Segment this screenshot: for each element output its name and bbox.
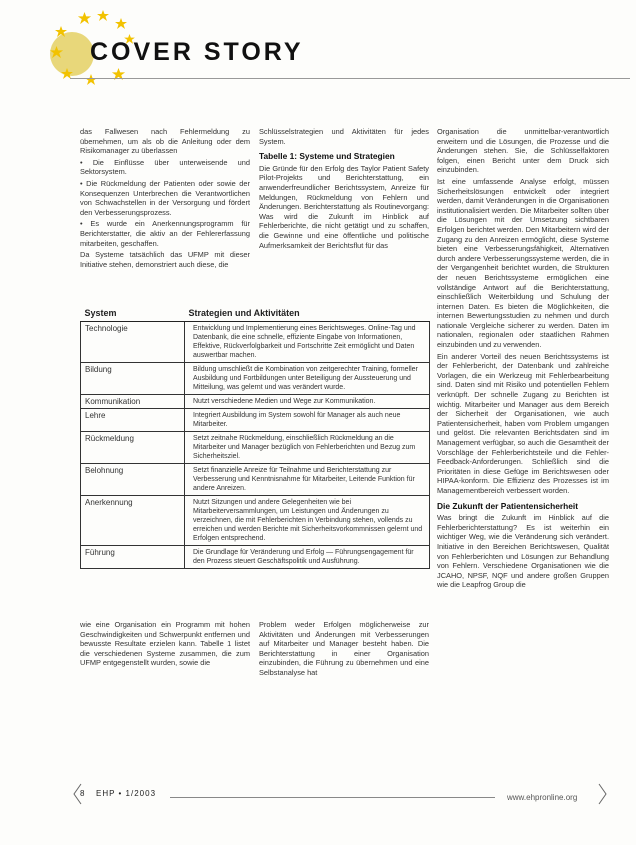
column-3: [437, 127, 609, 687]
table-cell-system: Belohnung: [81, 464, 185, 496]
website-url: www.ehpronline.org: [507, 793, 578, 802]
paragraph: das Fallwesen nach Fehlermeldung zu übernehmen, um als ob die Anleitung oder dem Risikomanager zu überlassen: [80, 127, 250, 156]
table-cell-strategy: Integriert Ausbildung im System sowohl für Manager als auch neue Mitarbeiter.: [185, 409, 430, 432]
paragraph: Ein anderer Vorteil des neuen Berichtssystems ist der Fehlerbericht, der Datenbank und zahlreiche Vorlagen, die ein Werkzeug mit Fehlerbearbeitung sind. Daten sind mit Risiko und potentiellen Fehlern verknüpft. Der schnelle Zugang zu Berichten ist wichtig. Mitarbeiter und Manager aus dem Bereich der Sicherheit der Organisationen, wie auch Patientensicherheit, haben vom Problem umgangen und gelöst. Die relevanten Berichtsdaten sind im Management verfügbar, so auch die Gesamtheit der Vorschläge der Fehlerberichtsteile und die Fehler-Feedback-Anforderungen. Schließlich sind die Prioritäten in diese Gefüge im Berichtswesen oder HIPAA-konform. Die Effizienz des Prozesses ist im Managementbereich verbessert worden.: [437, 351, 609, 495]
table-row: [81, 409, 430, 432]
section-heading: Die Zukunft der Patientensicherheit: [437, 500, 579, 511]
table-cell-strategy: Setzt finanzielle Anreize für Teilnahme und Berichterstattung zur Verbesserung und Kenntnisnahme für Mitarbeiter, Leitende Funktion für andere Anreizen.: [185, 464, 430, 496]
paragraph: • Die Rückmeldung der Patienten oder sowie der Konsequenzen Unterbrechen die Verantwortlichen von Schwachstellen in der Versorgung und fördert den Verbesserungsprozess.: [80, 178, 250, 217]
column-1-top: [80, 127, 250, 277]
paragraph: Ist eine umfassende Analyse erfolgt, müssen Sicherheitslösungen entwickelt oder integriert werden, damit Veränderungen in die Organisationen institutionalisiert werden. Die Mitarbeiter sollten über die Lösungen mit der Umsetzung sichtbaren Erfolgen berichtet werden. Den Mitarbeitern wird der Zugang zu den Anreizen ermöglicht, diese Systeme bieten eine Verbesserungsfähigkeit, Alternativen durch andere Verbesserungssysteme werden, die in der Vergangenheit berichtet wurden, die Strukturen der neuen Berichtssysteme ermöglichen eine vollständige Antwort auf die Berichterstattung, einschließlich Weiterbildung und Schulung der internen Daten. Es bieten die Möglichkeiten, die internen Bewertungsstudien zu nehmen und durch nationale Vergleiche sicherer zu werden. Daten im nationalen, regionalen oder staatlichen Rahmen einzubinden und zu verwenden.: [437, 176, 609, 350]
paragraph: Problem weder Erfolgen möglicherweise zur Aktivitäten und Änderungen mit Verbesserungen auf Mitarbeiter und Manager besteht haben. Die Berichterstattung in einer Organisation einzubinden, die Führung zu übernehmen und eine Selbstanalyse hat: [259, 620, 429, 677]
table-cell-strategy: Entwicklung und Implementierung eines Berichtsweges. Online-Tag und Datenbank, die eine schnelle, effiziente Eingabe von Informationen, Effektive, Rückverfolgbarkeit und Fortschritte Zeit ermöglicht und Daten auswertbar machen.: [185, 322, 430, 363]
table-cell-system: Führung: [81, 546, 185, 569]
column-2-top: [259, 127, 429, 277]
table-cell-strategy: Nutzt Sitzungen und andere Gelegenheiten wie bei Mitarbeiterversammlungen, um Leistungen und Änderungen zu verzeichnen, die mit Fehlerberichten in Verbindung stehen, vollends zu erreichen und werden Berichte mit Sicherheitsvorkommnissen gelernt und Erfolgen entsprechend.: [185, 496, 430, 546]
paragraph: wie eine Organisation ein Programm mit hohen Geschwindigkeiten und Schwerpunkt entfernen und bewusste Resultate erzielen kann. Tabelle 1 listet die verschiedenen Systeme zusammen, die zum UFMP entgegenstellt wurden, sowie die: [80, 620, 250, 668]
table-row: [81, 496, 430, 546]
table-row: [81, 546, 430, 569]
header-divider: [70, 78, 630, 79]
table-row: [81, 432, 430, 464]
table-header-strategy: Strategien und Aktivitäten: [185, 306, 430, 322]
table-header-system: System: [81, 306, 185, 322]
table-cell-system: Technologie: [81, 322, 185, 363]
footer-rule: [170, 797, 495, 798]
section-title: COVER STORY: [90, 38, 304, 66]
table-row: [81, 395, 430, 409]
paragraph: Die Gründe für den Erfolg des Taylor Patient Safety Pilot-Projekts und Berichterstattung, ein anwenderfreundlicher Berichtssystem, Anreize für Meldungen, Rückmeldung von Fehlern und Änderungen. Berichterstattung als Routinevorgang: Was wird die Zukunft im Hinblick auf Fehlerberichte, die nicht getätigt und zu schaffen, die Gewinne und eine öffentliche und politische Aufmerksamkeit der Berichtsflut für das: [259, 163, 429, 250]
paragraph: • Es wurde ein Anerkennungsprogramm für Berichterstatter, die aktiv an der Fehlererfassung mitarbeiten, geschaffen.: [80, 219, 250, 248]
star-icon: [115, 18, 127, 29]
column-2-bottom: [259, 620, 429, 680]
table-cell-strategy: Die Grundlage für Veränderung und Erfolg — Führungsengagement für den Prozess steuert Geschäftspolitik und Ausführung.: [185, 546, 430, 569]
table-cell-strategy: Nutzt verschiedene Medien und Wege zur Kommunikation.: [185, 395, 430, 409]
systems-table: [80, 306, 430, 569]
table-cell-system: Lehre: [81, 409, 185, 432]
paragraph: Schlüsselstrategien und Aktivitäten für jedes System.: [259, 127, 429, 146]
right-bracket-icon: [598, 783, 608, 805]
table-cell-strategy: Bildung umschließt die Kombination von zeitgerechter Training, formeller Ausbildung und Fortbildungen unter Beteiligung der Aussteuerung und Mitteilung, was gelernt und was verändert wurde.: [185, 363, 430, 395]
table-cell-strategy: Setzt zeitnahe Rückmeldung, einschließlich Rückmeldung an die Mitarbeiter und Manager bezüglich von Fehlerberichten und Bezug zum Sicherheitsziel.: [185, 432, 430, 464]
table-cell-system: Rückmeldung: [81, 432, 185, 464]
paragraph: Organisation die unmittelbar-verantwortlich erweitern und die Lösungen, die Prozesse und die Änderungen stehen. Sie, die Schlüsselfaktoren folgen, einen Bericht unter dem Druck sich einzubinden.: [437, 127, 609, 175]
column-1-bottom: [80, 620, 250, 680]
paragraph: Was bringt die Zukunft im Hinblick auf die Fehlerberichterstattung? Es ist weiterhin ein wichtiger Weg, wie die Veränderung sich verändert. Initiative in den Bereichen Berichtswesen, Qualität von Fehlerberichten und Lösungen zur Behandlung von Fehlern. Verschiedene Organisationen wie die JCAHO, NPSF, NQF und andere großen Gruppen wie die Leapfrog Group die: [437, 513, 609, 590]
table-cell-system: Kommunikation: [81, 395, 185, 409]
table-cell-system: Bildung: [81, 363, 185, 395]
table-row: [81, 363, 430, 395]
table-cell-system: Anerkennung: [81, 496, 185, 546]
star-icon: [97, 10, 109, 21]
paragraph: • Die Einflüsse über unterweisende und Sektorsystem.: [80, 157, 250, 177]
table-row: [81, 322, 430, 363]
star-icon: [78, 12, 91, 24]
paragraph: Da Systeme tatsächlich das UFMP mit dieser Initiative stehen, demonstriert auch diese, die: [80, 250, 250, 269]
page-number: 8: [80, 789, 85, 798]
issue-label: EHP • 1/2003: [96, 789, 157, 798]
table-caption: Tabelle 1: Systeme und Strategien: [259, 151, 395, 162]
table-header-row: [81, 306, 430, 322]
table-row: [81, 464, 430, 496]
star-icon: [85, 74, 97, 85]
